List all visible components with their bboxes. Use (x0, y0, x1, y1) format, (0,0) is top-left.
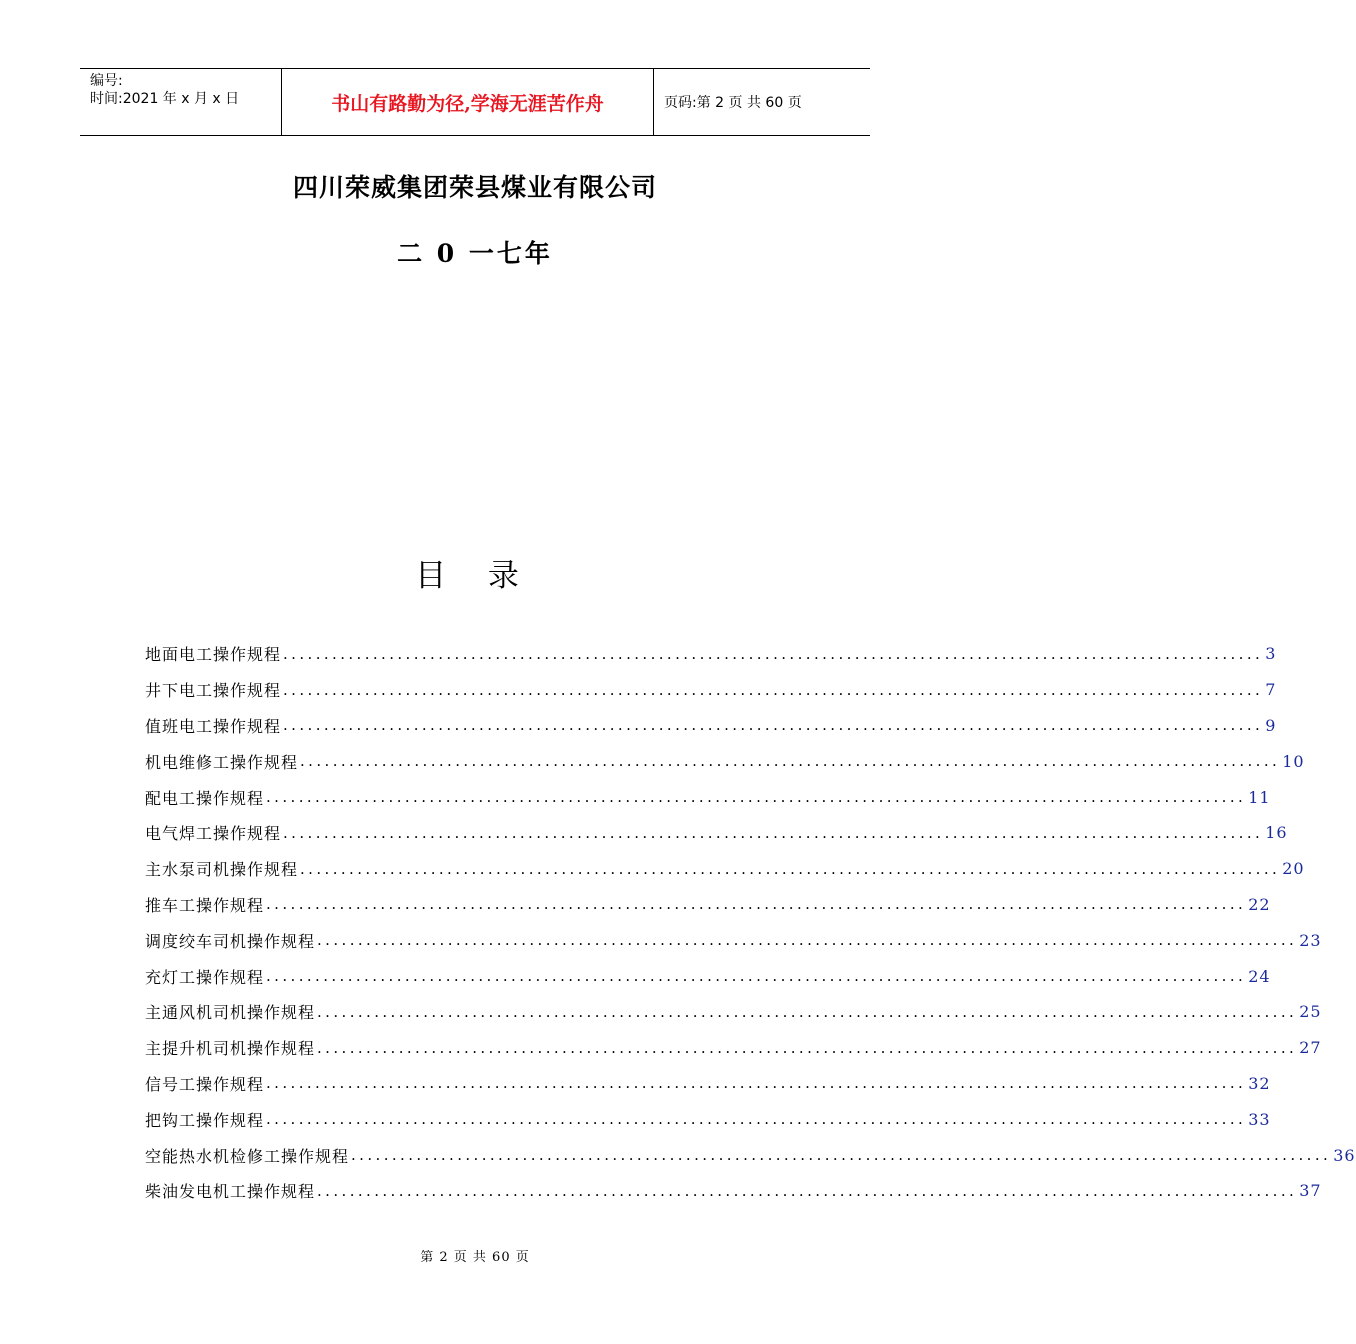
document-time-label: 时间:2021 年 x 月 x 日 (90, 91, 240, 107)
toc-entry-page: 22 (1248, 894, 1271, 914)
header-meta (80, 69, 281, 135)
toc-entry[interactable] (145, 1173, 1322, 1209)
toc-entry-page: 24 (1248, 966, 1271, 986)
toc-entry-page: 9 (1265, 715, 1277, 735)
toc-dot-leader: ........................................................................................................................ (283, 716, 1264, 735)
toc-entry-page: 32 (1248, 1073, 1271, 1093)
company-name: 四川荣威集团荣县煤业有限公司 (292, 173, 657, 202)
toc-entry-label: 主通风机司机操作规程 (145, 1003, 316, 1023)
toc-entry-page: 7 (1265, 680, 1277, 700)
toc-dot-leader: ........................................................................................................................ (317, 1181, 1298, 1200)
toc-entry-label: 空能热水机检修工操作规程 (145, 1146, 350, 1166)
toc-entry-label: 主水泵司机操作规程 (145, 860, 299, 880)
toc-dot-leader: ........................................................................................................................ (283, 644, 1264, 663)
toc-entry-label: 机电维修工操作规程 (145, 752, 299, 772)
toc-dot-leader: ........................................................................................................................ (317, 931, 1298, 950)
toc-entry-page: 23 (1299, 930, 1322, 950)
toc-entry-label: 电气焊工操作规程 (145, 824, 282, 844)
toc-dot-leader: ........................................................................................................................ (283, 823, 1264, 842)
toc-entry-page: 25 (1299, 1002, 1322, 1022)
toc-entry[interactable] (145, 887, 1271, 923)
toc-entry-page: 11 (1248, 787, 1271, 807)
toc-entry-label: 配电工操作规程 (145, 788, 265, 808)
toc-entry-page: 36 (1333, 1145, 1356, 1165)
toc-entry[interactable] (145, 1030, 1322, 1066)
toc-entry[interactable] (145, 922, 1322, 958)
toc-dot-leader: ........................................................................................................................ (266, 1074, 1247, 1093)
toc-entry-page: 37 (1299, 1181, 1322, 1201)
toc-entry-label: 井下电工操作规程 (145, 681, 282, 701)
toc-entry[interactable] (145, 708, 1277, 744)
toc-entry-page: 33 (1248, 1109, 1271, 1129)
toc-dot-leader: ........................................................................................................................ (283, 680, 1264, 699)
toc-dot-leader: ........................................................................................................................ (317, 1038, 1298, 1057)
toc-entry[interactable] (145, 1137, 1356, 1173)
toc-dot-leader: ........................................................................................................................ (266, 1110, 1247, 1129)
document-number-label: 编号: (90, 73, 123, 89)
toc-entry[interactable] (145, 743, 1305, 779)
toc-entry[interactable] (145, 1066, 1271, 1102)
toc-dot-leader: ........................................................................................................................ (300, 752, 1281, 771)
toc-entry-label: 把钩工操作规程 (145, 1110, 265, 1130)
toc-entry[interactable] (145, 851, 1305, 887)
header-page-info: 页码:第 2 页 共 60 页 (664, 95, 802, 111)
toc-entry-page: 20 (1282, 859, 1305, 879)
toc-entry-label: 柴油发电机工操作规程 (145, 1182, 316, 1202)
toc-entry-label: 主提升机司机操作规程 (145, 1039, 316, 1059)
page-footer: 第 2 页 共 60 页 (420, 1250, 530, 1265)
table-of-contents (145, 636, 1356, 1209)
toc-entry-page: 3 (1265, 644, 1277, 664)
toc-entry-label: 充灯工操作规程 (145, 967, 265, 987)
toc-entry-page: 10 (1282, 751, 1305, 771)
toc-entry[interactable] (145, 672, 1277, 708)
toc-dot-leader: ........................................................................................................................ (266, 788, 1247, 807)
toc-entry-label: 调度绞车司机操作规程 (145, 931, 316, 951)
toc-entry[interactable] (145, 815, 1288, 851)
toc-entry[interactable] (145, 958, 1271, 994)
toc-entry[interactable] (145, 779, 1271, 815)
document-year: 二 0 一七年 (397, 239, 553, 268)
toc-dot-leader: ........................................................................................................................ (300, 859, 1281, 878)
toc-entry-page: 16 (1265, 823, 1288, 843)
toc-dot-leader: ........................................................................................................................ (317, 1002, 1298, 1021)
page-header (80, 68, 870, 136)
toc-entry[interactable] (145, 636, 1277, 672)
toc-dot-leader: ........................................................................................................................ (266, 967, 1247, 986)
toc-entry[interactable] (145, 994, 1322, 1030)
toc-entry-label: 推车工操作规程 (145, 895, 265, 915)
toc-dot-leader: ........................................................................................................................ (266, 895, 1247, 914)
toc-dot-leader: ........................................................................................................................ (351, 1146, 1332, 1165)
toc-entry-page: 27 (1299, 1038, 1322, 1058)
toc-entry-label: 信号工操作规程 (145, 1074, 265, 1094)
toc-entry-label: 值班电工操作规程 (145, 716, 282, 736)
toc-entry[interactable] (145, 1101, 1271, 1137)
header-motto: 书山有路勤为径,学海无涯苦作舟 (281, 69, 654, 135)
toc-title: 目 录 (415, 558, 535, 594)
toc-entry-label: 地面电工操作规程 (145, 645, 282, 665)
